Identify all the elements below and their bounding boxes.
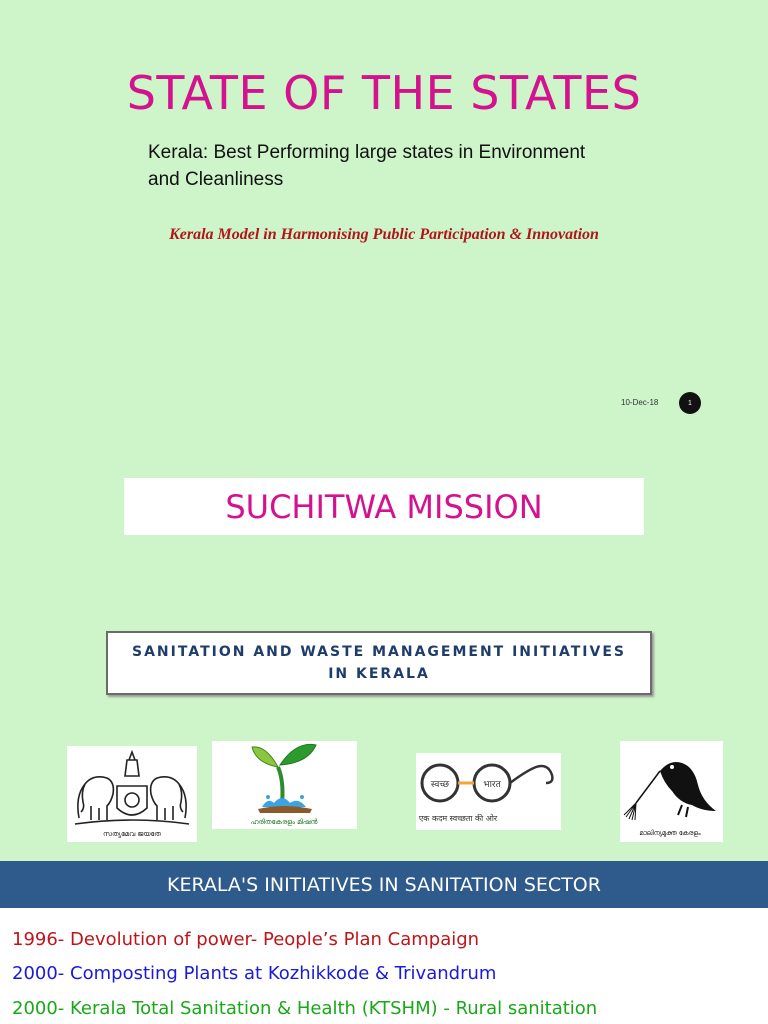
slide-subtitle xyxy=(148,139,648,193)
subtitle-line-1: Kerala: Best Performing large states in Environment xyxy=(148,142,586,163)
malinya-muktha-logo xyxy=(620,741,723,842)
sprout-caption: ഹരിതകേരളം മിഷൻ xyxy=(250,818,318,826)
emblem-caption: സത്യമേവ ജയതേ xyxy=(103,830,161,838)
sanitation-subtitle-box xyxy=(106,631,652,695)
sanitation-subtitle-line-1: SANITATION AND WASTE MANAGEMENT INITIATIVES xyxy=(132,644,626,660)
subtitle-line-2: and Cleanliness xyxy=(148,169,284,190)
haritha-keralam-logo xyxy=(212,741,357,829)
swachh-word: स्वच्छ xyxy=(430,780,450,790)
list-item: 2000- Composting Plants at Kozhikkode & Trivandrum xyxy=(12,963,497,984)
sanitation-subtitle-line-2: IN KERALA xyxy=(328,666,430,682)
slide-tagline: Kerala Model in Harmonising Public Participation & Innovation xyxy=(169,226,599,243)
swachh-tagline: एक कदम स्वच्छता की ओर xyxy=(418,814,498,823)
crow-with-broom-icon xyxy=(620,741,723,842)
list-item: 1996- Devolution of power- People’s Plan Campaign xyxy=(12,929,480,950)
slide-date: 10-Dec-18 xyxy=(621,398,659,407)
sprout-icon xyxy=(212,741,357,829)
slide-title-heading: STATE OF THE STATES xyxy=(126,66,642,120)
crow-caption: മാലിന്യമുക്ത കേരളം xyxy=(639,829,701,837)
kerala-emblem-icon xyxy=(67,746,197,842)
page-number-badge: 1 xyxy=(679,392,701,414)
mission-title-box: SUCHITWA MISSION xyxy=(124,478,644,535)
gandhi-glasses-icon xyxy=(416,753,561,830)
bharat-word: भारत xyxy=(483,780,501,790)
kerala-emblem-logo xyxy=(67,746,197,842)
initiatives-heading: KERALA'S INITIATIVES IN SANITATION SECTOR xyxy=(0,861,768,908)
list-item: 2000- Kerala Total Sanitation & Health (KTSHM) - Rural sanitation xyxy=(12,998,598,1019)
swachh-bharat-logo xyxy=(416,753,561,830)
slide-title xyxy=(0,0,768,435)
